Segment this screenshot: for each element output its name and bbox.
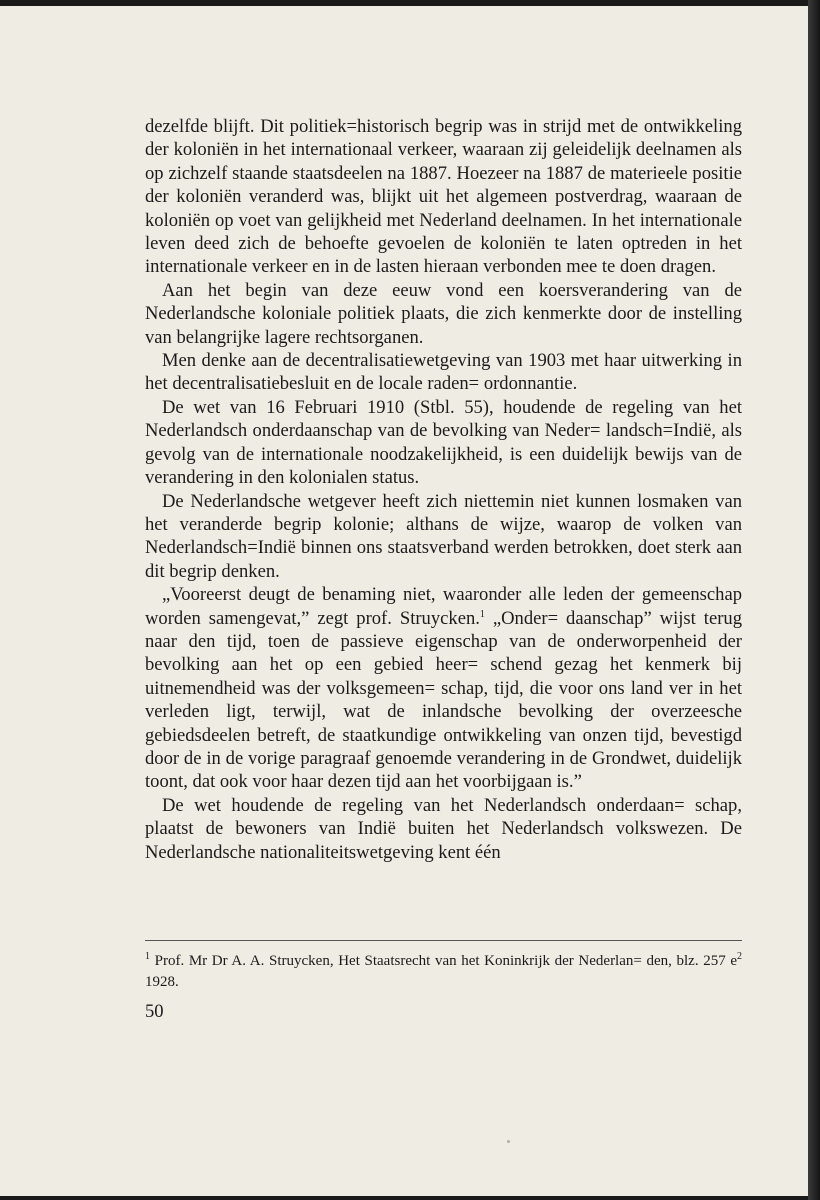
body-text: [145, 115, 742, 864]
page-number: 50: [145, 1001, 164, 1022]
quote-paragraph: [145, 583, 742, 794]
footnote-reference: 1: [479, 608, 485, 620]
paper-speck: [507, 1140, 510, 1143]
footnote: [145, 951, 742, 993]
footnote-year: 1928.: [145, 974, 179, 990]
paragraph-3: Men denke aan de decentralisatiewetgeving van 1903 met haar uitwerking in het decentralisatiebesluit en de locale raden= ordonnantie.: [145, 350, 742, 395]
paragraph-4: De wet van 16 Februari 1910 (Stbl. 55), houdende de regeling van het Nederlandsch onderdaanschap van de bevolking van Neder= landsch=Indië, als gevolg van de internationale noodzakelijkheid, is een duidelijk bewijs van de verandering in den kolonialen status.: [145, 396, 742, 489]
book-page: [0, 6, 808, 1196]
footnote-text: Prof. Mr Dr A. A. Struycken, Het Staatsrecht van het Koninkrijk der Nederlan= den, blz. 257 e: [150, 953, 737, 969]
paragraph-2: Aan het begin van deze eeuw vond een koersverandering van de Nederlandsche koloniale politiek plaats, die zich kenmerkte door de instelling van belangrijke lagere rechtsorganen.: [145, 279, 742, 348]
paragraph-1: dezelfde blijft. Dit politiek=historisch begrip was in strijd met de ontwikkeling der koloniën in het internationaal verkeer, waaraan zij geleidelijk deelnamen als op zichzelf staande staatsdeelen na 1887. Hoezeer na 1887 de materieele positie der koloniën veranderd was, blijkt uit het algemeen postverdrag, waaraan de koloniën op voet van gelijkheid met Nederland deelnamen. In het internationale leven deed zich de behoefte gevoelen de koloniën te laten optreden in het internationale verkeer en in de lasten hieraan verbonden mee te doen dragen.: [145, 116, 742, 278]
page-edge-shadow: [808, 0, 820, 1200]
footnote-divider: [145, 940, 742, 941]
paragraph-last: De wet houdende de regeling van het Nederlandsch onderdaan= schap, plaatst de bewoners van Indië buiten het Nederlandsch volkswezen. De Nederlandsche nationaliteitswetgeving kent één: [145, 794, 742, 863]
footnote-mark: 1: [145, 951, 150, 962]
quote-after-note: „Onder= daanschap” wijst terug naar den tijd, toen de passieve eigenschap van de onderworpenheid der bevolking aan het op een gebied heer= schend gezag het kenmerk bij uitnemendheid was der volksgemeen= schap, tijd, die voor ons land ver in het verleden ligt, terwijl, wat de inlandsche bevolking der overzeesche gebiedsdeelen betreft, de staatkundige ontwikkeling van onzen tijd, bevestigd door de in de vorige paragraaf genoemde verandering in de Grondwet, duidelijk toont, dat ook voor haar dezen tijd aan het voorbijgaan is.”: [145, 607, 742, 793]
paragraph-5: De Nederlandsche wetgever heeft zich niettemin niet kunnen losmaken van het veranderde begrip kolonie; althans de wijze, waarop de volken van Nederlandsch=Indië binnen ons staatsverband werden betrokken, doet sterk aan dit begrip denken.: [145, 490, 742, 582]
edition-superscript: 2: [737, 951, 742, 962]
quote-before-note: „Vooreerst deugt de benaming niet, waaronder alle leden der gemeenschap worden samengevat,” zegt prof. Struycken.: [145, 584, 742, 629]
